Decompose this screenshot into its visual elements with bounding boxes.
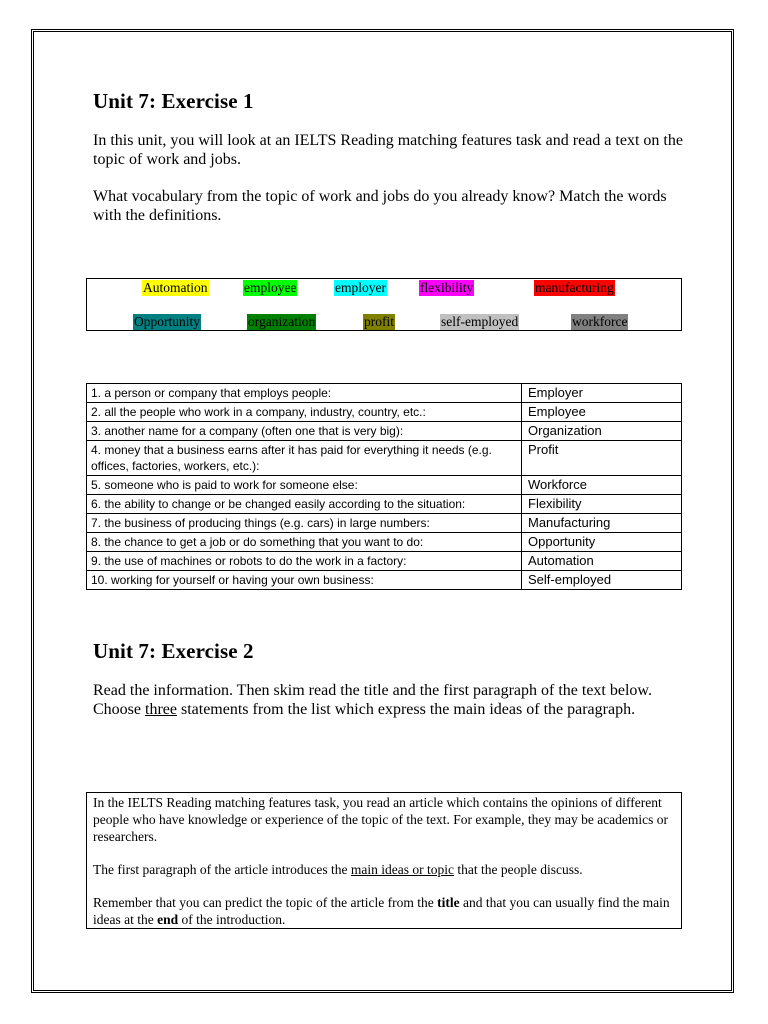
word-workforce: workforce	[572, 314, 628, 329]
table-row	[87, 422, 682, 441]
info-p2-underlined: main ideas or topic	[350, 862, 455, 877]
info-p2-part-1: The first paragraph of the article introduces the	[93, 862, 351, 877]
table-row	[87, 384, 682, 403]
table-row	[87, 571, 682, 590]
answer-cell: Employer	[522, 384, 682, 403]
definition-cell: 7. the business of producing things (e.g. cars) in large numbers:	[87, 514, 522, 533]
info-paragraph-2	[93, 861, 675, 878]
word-employee: employee	[244, 280, 297, 295]
word-manufacturing: manufacturing	[535, 280, 614, 295]
exercise-1-title: Unit 7: Exercise 1	[93, 89, 254, 113]
definition-cell: 4. money that a business earns after it has paid for everything it needs (e.g. offices, factories, workers, etc.):	[87, 441, 522, 476]
exercise-1-intro: In this unit, you will look at an IELTS Reading matching features task and read a text on the topic of work and jobs.	[93, 132, 683, 168]
definition-cell: 2. all the people who work in a company, industry, country, etc.:	[87, 403, 522, 422]
exercise-1-question: What vocabulary from the topic of work and jobs do you already know? Match the words with the definitions.	[93, 188, 667, 224]
definition-cell: 8. the chance to get a job or do something that you want to do:	[87, 533, 522, 552]
table-row	[87, 403, 682, 422]
definition-cell: 3. another name for a company (often one that is very big):	[87, 422, 522, 441]
table-row	[87, 495, 682, 514]
table-row	[87, 514, 682, 533]
word-flexibility: flexibility	[420, 280, 474, 295]
instr-part-2: statements from the list which express the main ideas of the paragraph.	[176, 701, 636, 718]
info-p3-part-2: and that you can usually find the main ideas at the	[93, 895, 670, 927]
info-p3-bold-title: title	[437, 895, 460, 910]
word-automation: Automation	[143, 280, 208, 295]
info-paragraph-1: In the IELTS Reading matching features task, you read an article which contains the opinions of different people who have knowledge or experience of the topic of the text. For example, they may be academics or researchers.	[93, 795, 669, 844]
answer-cell: Manufacturing	[522, 514, 682, 533]
definition-cell: 5. someone who is paid to work for someone else:	[87, 476, 522, 495]
exercise-2-instructions	[93, 681, 683, 719]
answer-cell: Organization	[522, 422, 682, 441]
info-p3-part-3: of the introduction.	[178, 912, 286, 927]
info-paragraph-3	[93, 894, 675, 928]
word-bank	[86, 278, 682, 331]
definition-cell: 6. the ability to change or be changed easily according to the situation:	[87, 495, 522, 514]
table-row	[87, 552, 682, 571]
definition-cell: 10. working for yourself or having your own business:	[87, 571, 522, 590]
table-row	[87, 476, 682, 495]
answer-cell: Opportunity	[522, 533, 682, 552]
info-box	[86, 792, 682, 929]
word-profit: profit	[364, 314, 394, 329]
word-employer: employer	[335, 280, 386, 295]
answer-cell: Profit	[522, 441, 682, 476]
word-self-employed: self-employed	[441, 314, 519, 329]
answer-cell: Workforce	[522, 476, 682, 495]
instr-underlined: three	[145, 701, 177, 718]
answer-cell: Automation	[522, 552, 682, 571]
definition-cell: 1. a person or company that employs people:	[87, 384, 522, 403]
instr-part-1: Read the information. Then skim read the title and the first paragraph of the text below. Choose	[93, 682, 652, 718]
info-p2-part-2: that the people discuss.	[454, 862, 583, 877]
answer-cell: Employee	[522, 403, 682, 422]
word-opportunity: Opportunity	[134, 314, 200, 329]
definitions-table	[86, 383, 682, 590]
word-organization: organization	[248, 314, 316, 329]
exercise-2-title: Unit 7: Exercise 2	[93, 639, 254, 663]
definition-cell: 9. the use of machines or robots to do the work in a factory:	[87, 552, 522, 571]
table-row	[87, 533, 682, 552]
answer-cell: Flexibility	[522, 495, 682, 514]
info-p3-part-1: Remember that you can predict the topic of the article from the	[93, 895, 438, 910]
table-row	[87, 441, 682, 476]
answer-cell: Self-employed	[522, 571, 682, 590]
info-p3-bold-end: end	[157, 912, 179, 927]
